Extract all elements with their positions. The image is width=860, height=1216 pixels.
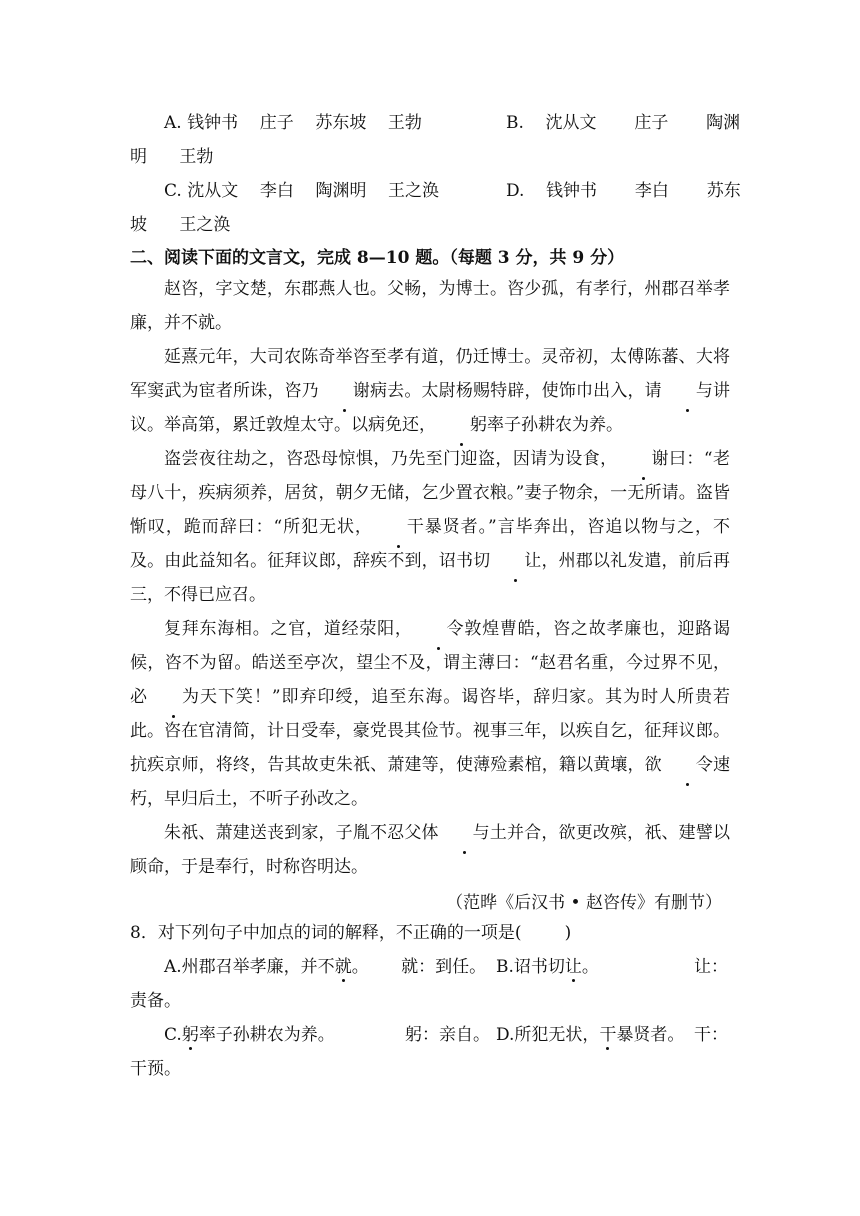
q8-option-d-gloss-wrap: 干预。 <box>130 1059 181 1079</box>
dotted-word: 与 <box>439 816 490 850</box>
passage-paragraph-3 <box>130 442 730 612</box>
option-b: B. 沈从文 庄子 陶渊 <box>506 113 741 133</box>
passage-paragraph-5 <box>130 714 730 816</box>
dotted-word: 干 <box>599 1025 617 1045</box>
passage-text: 土并合，欲更改殡，祇、建譬以顾命，于是奉行，时称咨明达。 <box>130 823 731 877</box>
q8-option-b-gloss: 让： <box>694 957 728 977</box>
dotted-word: 让 <box>490 544 541 578</box>
dotted-word: 就 <box>334 957 352 977</box>
passage-text: 朱祇、萧建送丧到家，子胤不忍父体 <box>164 823 439 843</box>
option-d: D. 钱钟书 李白 苏东 <box>506 181 741 201</box>
passage-text: 延熹元年，大司农陈奇举咨至孝有道，仍迁博士。灵帝初，太傅陈蕃、大将军窦武为宦者所诛，咨乃 <box>130 347 730 401</box>
passage-paragraph-6 <box>130 816 730 884</box>
passage-text: 曰：“老母八十，疾病须养，居贫，朝夕无储，乞少置衣粮。”妻子物余，一无所请。盗皆惭叹，跪而辞曰：“所犯无状， <box>130 449 730 537</box>
q8-option-b: B.诏书切让。 <box>496 957 599 977</box>
passage-text: 速朽，早归后土，不听子孙改之。 <box>130 755 730 809</box>
dotted-word: 躬 <box>181 1025 199 1045</box>
dotted-word: 谢 <box>618 442 669 476</box>
dotted-word: 与 <box>662 374 713 408</box>
q8-option-c: C.躬率子孙耕农为养。 躬：亲自。 <box>164 1025 491 1045</box>
passage-text: ，州郡以礼发遣，前后再三，不得已应召。 <box>130 551 730 605</box>
q8-option-d-gloss: 干： <box>694 1025 728 1045</box>
passage-text: 咨在官清简，计日受奉，豪党畏其俭节。视事三年，以疾自乞，征拜议郎。抗疾京师，将终，告其故吏朱祇、萧建等，使薄殓素棺，籍以黄壤，欲 <box>130 721 730 775</box>
passage-text: 盗尝夜往劫之，咨恐母惊惧，乃先至门迎盗，因请为设食， <box>164 449 618 469</box>
passage-text: 暴贤者。”言毕奔出，咨追以物与之，不及。由此益知名。征拜议郎，辞疾不到，诏书切 <box>130 517 730 571</box>
passage-paragraph-1 <box>130 272 730 340</box>
dotted-word: 躬 <box>436 408 487 442</box>
passage-text: 天下笑！”即弃印绶，追至东海。谒咨毕，辞归家。其为时人所贵若此。 <box>130 687 730 741</box>
dotted-word: 干 <box>373 510 424 544</box>
passage-text: 赵咨，字文楚，东郡燕人也。父畅，为博士。咨少孤，有孝行，州郡召举孝廉，并不就。 <box>130 279 730 333</box>
dotted-word: 让 <box>564 957 582 977</box>
passage-text: 讲议。举高第，累迁敦煌太守。以病免还， <box>130 381 731 435</box>
option-a: A. 钱钟书 庄子 苏东坡 王勃 <box>164 113 422 133</box>
question-8-stem: 8．对下列句子中加点的词的解释，不正确的一项是( ) <box>130 923 572 943</box>
option-b-wrap: 明 王勃 <box>130 147 214 167</box>
passage-source: （范晔《后汉书 • 赵咨传》有删节） <box>446 893 722 913</box>
q8-option-d: D.所犯无状，干暴贤者。 <box>496 1025 685 1045</box>
dotted-word: 令 <box>413 612 464 646</box>
passage-text: 率子孙耕农为养。 <box>487 415 623 435</box>
q8-option-a: A.州郡召举孝廉，并不就。 就：到任。 <box>164 957 487 977</box>
passage-text: 病去。太尉杨赐特辟，使饰巾出入，请 <box>369 381 662 401</box>
option-c: C. 沈从文 李白 陶渊明 王之涣 <box>164 181 440 201</box>
passage-text: 复拜东海相。之官，道经荥阳， <box>164 619 413 639</box>
dotted-word: 令 <box>662 748 713 782</box>
passage-paragraph-2 <box>130 340 730 442</box>
dotted-word: 为 <box>148 680 199 714</box>
q8-option-b-gloss-wrap: 责备。 <box>130 991 181 1011</box>
section-heading: 二、阅读下面的文言文，完成 8—10 题。（每题 3 分，共 9 分） <box>130 248 625 268</box>
option-d-wrap: 坡 王之涣 <box>130 215 231 235</box>
passage-text: 敦煌曹皓，咨之故孝廉也，迎路谒候，咨不为留。皓送至亭次，望尘不及，谓主薄曰：“赵君名重，今过界不见，必 <box>130 619 731 707</box>
dotted-word: 谢 <box>319 374 370 408</box>
